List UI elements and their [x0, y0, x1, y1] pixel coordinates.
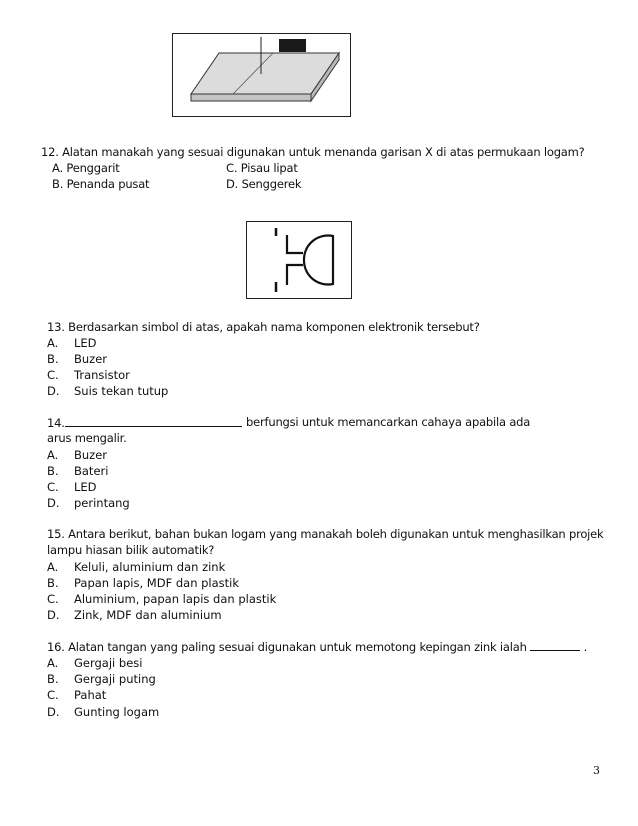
- q14-option-a-text: Buzer: [74, 448, 108, 462]
- q13-option-d-key: D.: [47, 384, 60, 398]
- q13-option-b-key: B.: [47, 352, 59, 366]
- q13-option-c[interactable]: [47, 368, 307, 383]
- q14-option-c-text: LED: [74, 480, 97, 494]
- q12-option-c[interactable]: C. Pisau lipat: [226, 161, 298, 175]
- q15-option-a-text: Keluli, aluminium dan zink: [74, 560, 226, 574]
- q13-option-c-text: Transistor: [74, 368, 130, 382]
- q16-option-a-key: A.: [47, 656, 59, 670]
- q14-option-b[interactable]: [47, 464, 307, 479]
- q14-option-d-key: D.: [47, 496, 60, 510]
- q13-option-d[interactable]: [47, 384, 307, 399]
- q15-option-d-key: D.: [47, 608, 60, 622]
- q15-option-b-text: Papan lapis, MDF dan plastik: [74, 576, 240, 590]
- q15-option-b-key: B.: [47, 576, 59, 590]
- q12-option-b[interactable]: B. Penanda pusat: [52, 177, 150, 191]
- q15-option-b[interactable]: [47, 576, 347, 591]
- q13-option-c-key: C.: [47, 368, 59, 382]
- q14-answer-blank: [65, 415, 242, 427]
- q16-question: [47, 639, 587, 655]
- q16-option-b-key: B.: [47, 672, 59, 686]
- q14-option-d-text: perintang: [74, 496, 130, 510]
- q14-number: 14.: [47, 416, 65, 430]
- q14-option-c[interactable]: [47, 480, 307, 495]
- q15-option-c[interactable]: [47, 592, 347, 607]
- buzzer-symbol-drawing: [247, 222, 351, 298]
- q12-question: 12. Alatan manakah yang sesuai digunakan untuk menanda garisan X di atas permukaan logam?: [41, 145, 585, 159]
- q16-option-c-text: Pahat: [74, 688, 107, 702]
- q15-option-c-text: Aluminium, papan lapis dan plastik: [74, 592, 277, 606]
- q14-option-d[interactable]: [47, 496, 307, 511]
- q16-option-b-text: Gergaji puting: [74, 672, 156, 686]
- q15-option-d-text: Zink, MDF dan aluminium: [74, 608, 222, 622]
- q14-option-b-key: B.: [47, 464, 59, 478]
- q15-question-line1: 15. Antara berikut, bahan bukan logam yang manakah boleh digunakan untuk menghasilkan projek: [47, 527, 604, 541]
- q13-option-b[interactable]: [47, 352, 307, 367]
- q15-question-line2: lampu hiasan bilik automatik?: [47, 543, 215, 557]
- metal-plate-drawing: [173, 34, 350, 116]
- q12-option-d[interactable]: D. Senggerek: [226, 177, 302, 191]
- q13-option-a[interactable]: [47, 336, 307, 351]
- q16-option-c[interactable]: [47, 688, 307, 703]
- q12-option-a[interactable]: A. Penggarit: [52, 161, 120, 175]
- page-number: 3: [593, 764, 600, 777]
- q14-question-line2: arus mengalir.: [47, 431, 127, 445]
- q15-option-d[interactable]: [47, 608, 347, 623]
- q13-option-b-text: Buzer: [74, 352, 108, 366]
- q13-option-d-text: Suis tekan tutup: [74, 384, 169, 398]
- q15-option-a-key: A.: [47, 560, 59, 574]
- q16-option-b[interactable]: [47, 672, 307, 687]
- q15-option-c-key: C.: [47, 592, 59, 606]
- q16-option-d-key: D.: [47, 705, 60, 719]
- q15-option-a[interactable]: [47, 560, 347, 575]
- q14-option-c-key: C.: [47, 480, 59, 494]
- q16-option-a-text: Gergaji besi: [74, 656, 143, 670]
- q16-question-end: .: [583, 640, 588, 654]
- q14-option-a-key: A.: [47, 448, 59, 462]
- q14-question: [47, 415, 242, 431]
- q16-option-d[interactable]: [47, 705, 307, 720]
- q16-option-c-key: C.: [47, 688, 59, 702]
- q14-option-a[interactable]: [47, 448, 307, 463]
- q13-question: 13. Berdasarkan simbol di atas, apakah nama komponen elektronik tersebut?: [47, 320, 480, 334]
- q13-option-a-text: LED: [74, 336, 97, 350]
- q16-question-text: 16. Alatan tangan yang paling sesuai digunakan untuk memotong kepingan zink ialah: [47, 640, 527, 654]
- q16-option-d-text: Gunting logam: [74, 705, 160, 719]
- buzzer-symbol-figure: [246, 221, 352, 299]
- metal-plate-figure: [172, 33, 351, 117]
- q14-option-b-text: Bateri: [74, 464, 109, 478]
- q13-option-a-key: A.: [47, 336, 59, 350]
- q16-answer-blank: [530, 639, 580, 651]
- q14-question-rest: berfungsi untuk memancarkan cahaya apabila ada: [246, 415, 531, 429]
- q16-option-a[interactable]: [47, 656, 307, 671]
